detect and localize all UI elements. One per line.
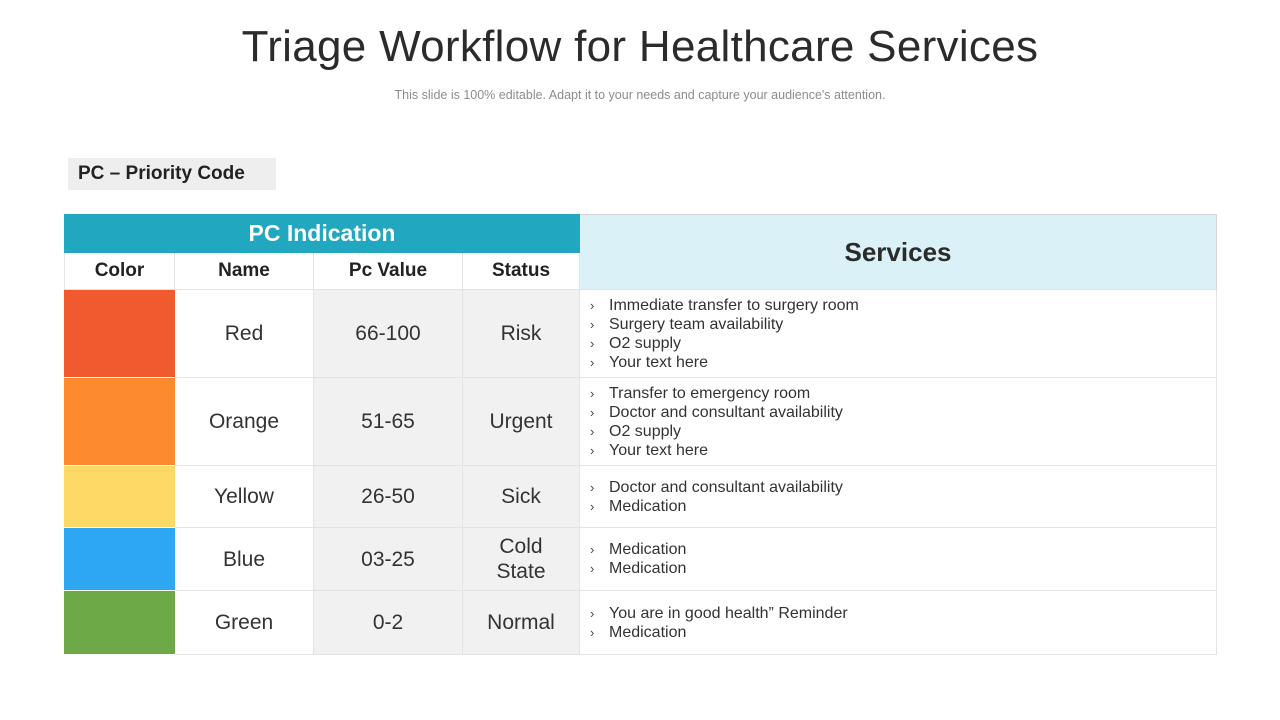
triage-table (64, 214, 1217, 655)
services-list (590, 604, 848, 642)
service-text: Immediate transfer to surgery room (609, 296, 859, 314)
color-swatch-green (64, 591, 175, 655)
color-swatch-yellow (64, 466, 175, 528)
pc-value-cell: 66-100 (314, 290, 463, 378)
priority-name-cell: Red (175, 290, 314, 378)
service-item (590, 604, 848, 623)
services-list (590, 540, 686, 578)
services-cell (580, 466, 1217, 528)
priority-name-cell: Green (175, 591, 314, 655)
service-text: Your text here (609, 441, 709, 459)
service-text: Doctor and consultant availability (609, 478, 843, 496)
color-swatch-orange (64, 378, 175, 466)
chevron-right-icon: › (590, 354, 595, 370)
service-item (590, 384, 843, 403)
service-text: Medication (609, 541, 687, 558)
pc-value-cell: 0-2 (314, 591, 463, 655)
service-item (590, 478, 843, 497)
page-title: Triage Workflow for Healthcare Services (241, 22, 1039, 71)
service-item (590, 559, 686, 578)
status-cell: Sick (463, 466, 580, 528)
status-cell: Risk (463, 290, 580, 378)
priority-name-cell: Blue (175, 528, 314, 591)
services-list (590, 384, 843, 460)
services-cell (580, 290, 1217, 378)
service-text: Medication (609, 497, 687, 515)
services-cell (580, 378, 1217, 466)
pc-value-cell: 03-25 (314, 528, 463, 591)
services-list (590, 478, 843, 516)
status-cell: Cold State (463, 528, 580, 591)
chevron-right-icon: › (590, 442, 595, 458)
services-cell (580, 591, 1217, 655)
services-cell (580, 528, 1217, 591)
chevron-right-icon: › (590, 624, 595, 640)
chevron-right-icon: › (590, 335, 595, 351)
service-item (590, 497, 843, 516)
column-header-name: Name (175, 253, 314, 290)
chevron-right-icon: › (590, 605, 595, 621)
priority-name-cell: Orange (175, 378, 314, 466)
service-item (590, 296, 859, 315)
chevron-right-icon: › (590, 316, 595, 332)
service-text: O2 supply (609, 422, 682, 440)
status-cell: Normal (463, 591, 580, 655)
pc-indication-header: PC Indication (64, 214, 580, 253)
chevron-right-icon: › (590, 385, 595, 401)
priority-name-cell: Yellow (175, 466, 314, 528)
pc-value-cell: 26-50 (314, 466, 463, 528)
service-item (590, 403, 843, 422)
pc-value-cell: 51-65 (314, 378, 463, 466)
chevron-right-icon: › (590, 498, 595, 514)
status-cell: Urgent (463, 378, 580, 466)
service-item (590, 623, 848, 642)
service-text: O2 supply (609, 334, 682, 352)
service-text: Medication (609, 623, 687, 641)
chevron-right-icon: › (590, 542, 595, 557)
service-item (590, 540, 686, 559)
chevron-right-icon: › (590, 479, 595, 495)
service-item (590, 422, 843, 441)
services-header: Services (580, 214, 1217, 290)
chevron-right-icon: › (590, 423, 595, 439)
service-text: You are in good health” Reminder (609, 604, 848, 622)
service-text: Transfer to emergency room (609, 384, 811, 402)
service-text: Your text here (609, 353, 709, 371)
column-header-status: Status (463, 253, 580, 290)
services-list (590, 296, 859, 372)
chevron-right-icon: › (590, 404, 595, 420)
column-header-pc-value: Pc Value (314, 253, 463, 290)
service-item (590, 334, 859, 353)
chevron-right-icon: › (590, 561, 595, 576)
chevron-right-icon: › (590, 297, 595, 313)
service-item (590, 441, 843, 460)
service-item (590, 315, 859, 334)
page-subtitle: This slide is 100% editable. Adapt it to your needs and capture your audience's attention. (394, 88, 886, 102)
priority-code-label: PC – Priority Code (68, 158, 276, 190)
service-item (590, 353, 859, 372)
service-text: Medication (609, 560, 687, 577)
service-text: Surgery team availability (609, 315, 784, 333)
color-swatch-blue (64, 528, 175, 591)
service-text: Doctor and consultant availability (609, 403, 843, 421)
column-header-color: Color (64, 253, 175, 290)
color-swatch-red (64, 290, 175, 378)
